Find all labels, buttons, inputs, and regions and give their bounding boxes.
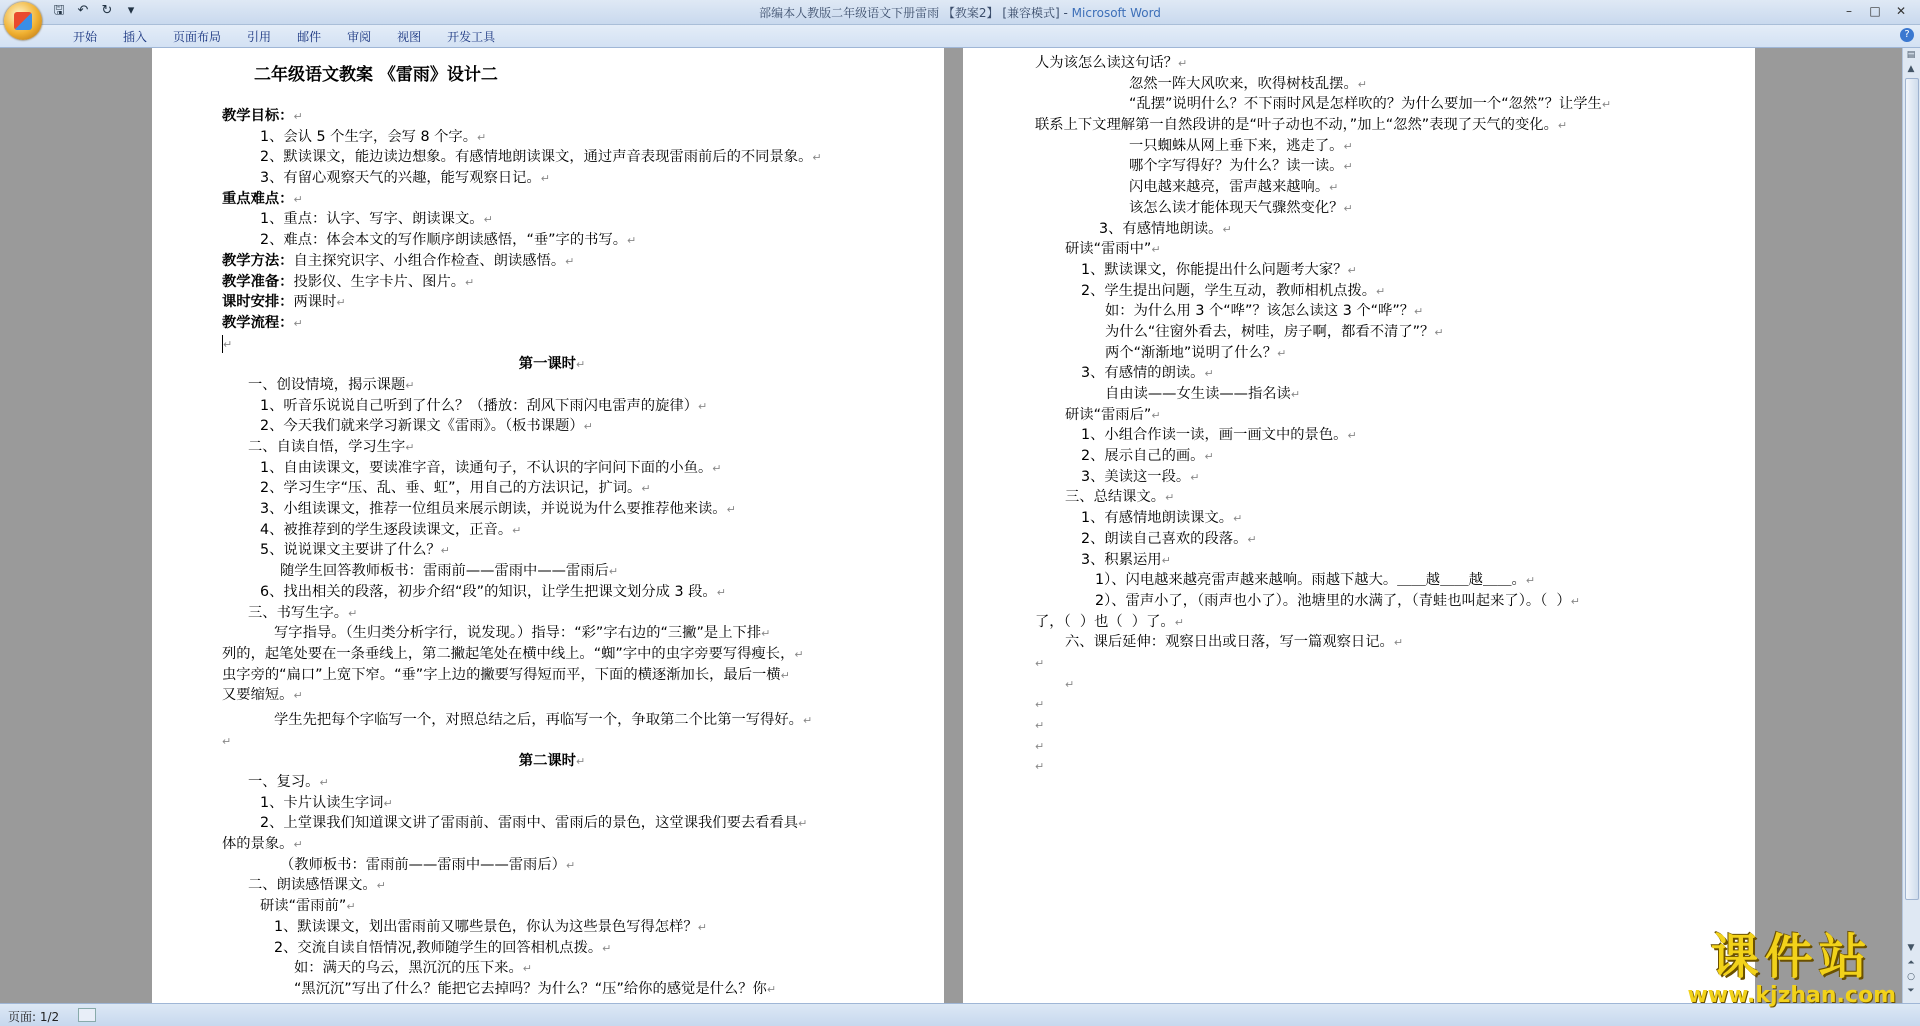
line-text: 如：为什么用 3 个“哗”？该怎么读这 3 个“哗”？ xyxy=(1105,303,1415,320)
prev-page-icon[interactable]: ⏶ xyxy=(1907,958,1915,968)
paragraph-mark-icon: ↵ xyxy=(223,337,233,351)
line-text-rest: 自主探究识字、小组合作检查、朗读感悟。 xyxy=(293,252,566,269)
document-line[interactable] xyxy=(1035,53,1695,74)
line-text: 第二课时 xyxy=(518,753,576,770)
document-line[interactable] xyxy=(222,958,882,979)
window-controls xyxy=(1836,2,1914,20)
document-line[interactable] xyxy=(222,168,882,189)
help-icon[interactable]: ? xyxy=(1900,28,1914,42)
line-text: 二、自读自悟，学习生字 xyxy=(248,439,406,455)
paragraph-mark-icon: ↵ xyxy=(565,858,576,872)
document-line[interactable] xyxy=(1035,156,1695,177)
document-line[interactable] xyxy=(222,127,882,148)
line-text: 1、默读课文，划出雷雨前又哪些景色，你认为这些景色写得怎样？ xyxy=(274,918,698,935)
browse-object-icon[interactable]: ○ xyxy=(1907,972,1915,982)
next-page-icon[interactable]: ⏷ xyxy=(1907,986,1915,996)
scroll-thumb[interactable] xyxy=(1905,78,1919,900)
line-text: 研读“雷雨后” xyxy=(1065,406,1152,423)
document-line[interactable] xyxy=(1035,177,1695,198)
paragraph-mark-icon: ↵ xyxy=(575,358,586,372)
line-text: 1、听音乐说说自己听到了什么？（播放：刮风下雨闪电雷声的旋律） xyxy=(260,397,698,414)
app-name: Microsoft Word xyxy=(1071,6,1161,20)
paragraph-mark-icon: ↵ xyxy=(1414,305,1424,319)
line-text: 虫字旁的“扁口”上宽下窄。“垂”字上边的撇要写得短而平，下面的横逐渐加长，最后一横 xyxy=(222,666,781,683)
line-text: 1、会认 5 个生字，会写 8 个字。 xyxy=(260,128,478,145)
line-text: 3、有感情地朗读。 xyxy=(1099,220,1223,237)
document-line[interactable] xyxy=(222,793,882,814)
line-text: 5、说说课文主要讲了什么？ xyxy=(260,542,441,559)
line-text: 如：满天的乌云，黑沉沉的压下来。 xyxy=(294,960,523,977)
document-line[interactable] xyxy=(1035,301,1695,322)
paragraph-mark-icon: ↵ xyxy=(1347,429,1357,443)
document-line[interactable] xyxy=(222,458,882,479)
document-line[interactable] xyxy=(222,375,882,396)
paragraph-mark-icon: ↵ xyxy=(1393,636,1404,650)
paragraph-mark-icon: ↵ xyxy=(575,755,586,769)
paragraph-mark-icon: ↵ xyxy=(1222,222,1232,236)
document-line[interactable] xyxy=(1035,694,1695,715)
line-text: 学生先把每个字临写一个，对照总结之后，再临写一个，争取第二个比第一写得好。 xyxy=(274,711,803,728)
document-line[interactable] xyxy=(1035,260,1695,281)
document-line[interactable] xyxy=(222,230,882,251)
line-text: 六、课后延伸：观察日出或日落，写一篇观察日记。 xyxy=(1065,634,1394,651)
page-1[interactable] xyxy=(152,48,944,1003)
document-line[interactable] xyxy=(222,416,882,437)
restore-icon[interactable]: □ xyxy=(1869,4,1881,18)
paragraph-mark-icon: ↵ xyxy=(583,420,593,434)
paragraph-mark-icon: ↵ xyxy=(608,565,619,579)
document-line[interactable] xyxy=(222,938,882,959)
paragraph-mark-icon: ↵ xyxy=(641,482,651,496)
paragraph-mark-icon: ↵ xyxy=(1329,181,1339,195)
line-text: （教师板书：雷雨前——雷雨中——雷雨后） xyxy=(280,856,566,873)
line-text: 体的景象。 xyxy=(222,836,294,853)
document-line[interactable] xyxy=(222,710,882,731)
line-text: 二、朗读感悟课文。 xyxy=(248,877,377,894)
minimize-icon[interactable]: – xyxy=(1846,4,1852,18)
document-line[interactable] xyxy=(222,644,882,665)
document-line[interactable] xyxy=(1035,467,1695,488)
watermark-title: 课件站 xyxy=(1710,929,1873,985)
line-text: 联系上下文理解第一自然段讲的是“叶子动也不动，”加上“忽然”表现了天气的变化。 xyxy=(1035,117,1558,134)
paragraph-mark-icon: ↵ xyxy=(761,627,771,641)
line-text: 2、难点：体会本文的写作顺序朗读感悟，“垂”字的书写。 xyxy=(260,232,628,249)
paragraph-mark-icon: ↵ xyxy=(1151,408,1161,422)
paragraph-mark-icon: ↵ xyxy=(712,461,722,475)
document-line[interactable] xyxy=(222,189,882,210)
document-line[interactable] xyxy=(1035,384,1695,405)
paragraph-mark-icon: ↵ xyxy=(1343,139,1353,153)
document-line[interactable] xyxy=(1035,198,1695,219)
paragraph-mark-icon: ↵ xyxy=(698,399,708,413)
undo-icon[interactable]: ↶ xyxy=(77,3,89,18)
document-line[interactable] xyxy=(222,875,882,896)
document-line[interactable] xyxy=(1035,405,1695,426)
paragraph-mark-icon: ↵ xyxy=(1065,677,1075,691)
document-line[interactable] xyxy=(1035,591,1695,612)
document-line[interactable] xyxy=(1035,425,1695,446)
document-line[interactable] xyxy=(222,917,882,938)
paragraph-mark-icon: ↵ xyxy=(794,647,804,661)
paragraph-mark-icon: ↵ xyxy=(1151,243,1161,257)
document-name: 部编本人教版二年级语文下册雷雨 【教案2】 [兼容模式] - xyxy=(759,6,1072,20)
document-line[interactable] xyxy=(1035,363,1695,384)
document-line[interactable] xyxy=(1035,136,1695,157)
line-text: 1）、闪电越来越亮雷声越来越响。雨越下越大。＿＿越＿＿越＿＿。 xyxy=(1095,572,1526,589)
document-line[interactable] xyxy=(222,520,882,541)
paragraph-mark-icon: ↵ xyxy=(346,900,356,914)
paragraph-mark-icon: ↵ xyxy=(697,920,707,934)
line-text: 1、小组合作读一读，画一画文中的景色。 xyxy=(1081,427,1348,444)
document-line[interactable] xyxy=(222,106,882,127)
paragraph-mark-icon: ↵ xyxy=(1035,760,1045,774)
document-line[interactable] xyxy=(222,772,882,793)
paragraph-mark-icon: ↵ xyxy=(293,316,303,330)
paragraph-mark-icon: ↵ xyxy=(766,982,777,996)
document-line[interactable] xyxy=(222,603,882,624)
document-line[interactable] xyxy=(1035,508,1695,529)
document-line[interactable] xyxy=(222,685,882,706)
document-line[interactable] xyxy=(222,623,882,644)
document-line[interactable] xyxy=(222,478,882,499)
document-line[interactable] xyxy=(222,582,882,603)
document-line[interactable] xyxy=(222,561,882,582)
line-text: 了，（ ）也（ ）了。 xyxy=(1035,613,1175,630)
paragraph-mark-icon: ↵ xyxy=(1557,119,1568,133)
window-title xyxy=(0,4,1920,21)
line-text: 写字指导。（生归类分析字行，说发现。）指导：“彩”字右边的“三撇”是上下排 xyxy=(274,625,762,642)
paragraph-mark-icon: ↵ xyxy=(1601,98,1612,112)
paragraph-mark-icon: ↵ xyxy=(293,192,303,206)
document-line[interactable] xyxy=(1035,239,1695,260)
document-line[interactable] xyxy=(1035,487,1695,508)
paragraph-mark-icon: ↵ xyxy=(1233,512,1243,526)
document-line[interactable] xyxy=(1035,94,1695,115)
line-text: 1、有感情地朗读课文。 xyxy=(1081,510,1234,527)
document-line[interactable] xyxy=(222,834,882,855)
document-line[interactable] xyxy=(1035,653,1695,674)
paragraph-mark-icon: ↵ xyxy=(440,544,450,558)
paragraph-mark-icon: ↵ xyxy=(812,151,822,165)
paragraph-mark-icon: ↵ xyxy=(1343,160,1353,174)
tab-7[interactable]: 开发工具 xyxy=(447,30,496,44)
paragraph-mark-icon: ↵ xyxy=(319,776,329,789)
status-bar xyxy=(0,1003,1920,1026)
document-line[interactable] xyxy=(1035,115,1695,136)
paragraph-mark-icon: ↵ xyxy=(627,234,637,248)
tab-4[interactable]: 邮件 xyxy=(297,30,322,44)
line-text: 1、默读课文，你能提出什么问题考大家？ xyxy=(1081,261,1348,278)
page-count[interactable]: 页面: 1/2 xyxy=(8,1010,60,1024)
tab-6[interactable]: 视图 xyxy=(397,30,422,44)
document-line[interactable] xyxy=(222,896,882,917)
document-workspace xyxy=(0,48,1903,1003)
document-line[interactable] xyxy=(1035,343,1695,364)
paragraph-mark-icon: ↵ xyxy=(1376,284,1386,298)
line-text: 忽然一阵大风吹来，吹得树枝乱摆。 xyxy=(1129,75,1358,92)
line-text: 教学流程： xyxy=(222,314,294,331)
ribbon-tabs xyxy=(0,25,1920,48)
document-title: 二年级语文教案 《雷雨》设计二 xyxy=(254,65,498,85)
paragraph-mark-icon: ↵ xyxy=(348,606,358,620)
paragraph-mark-icon: ↵ xyxy=(780,668,790,682)
line-text: 重点难点： xyxy=(222,190,294,207)
line-text: 为什么“往窗外看去，树哇，房子啊，都看不清了”？ xyxy=(1105,323,1435,340)
document-line[interactable] xyxy=(1035,570,1695,591)
document-line[interactable] xyxy=(222,251,882,272)
line-text: 1、自由读课文，要读准字音，读通句子，不认识的字问问下面的小鱼。 xyxy=(260,459,713,476)
document-line[interactable] xyxy=(222,540,882,561)
paragraph-mark-icon: ↵ xyxy=(293,689,303,703)
paragraph-mark-icon: ↵ xyxy=(1161,553,1171,567)
line-text: 列的，起笔处要在一条垂线上，第二撇起笔处在横中线上。“蜘”字中的虫字旁要写得瘦长， xyxy=(222,645,795,662)
paragraph-mark-icon: ↵ xyxy=(1035,656,1045,670)
line-text: 自由读——女生读——指名读 xyxy=(1105,386,1291,402)
paragraph-mark-icon: ↵ xyxy=(483,213,493,227)
paragraph-mark-icon: ↵ xyxy=(1035,719,1045,732)
line-text: 1、重点：认字、写字、朗读课文。 xyxy=(260,211,484,228)
document-line[interactable] xyxy=(222,979,882,1000)
paragraph-mark-icon: ↵ xyxy=(1177,57,1188,70)
paragraph-mark-icon: ↵ xyxy=(716,585,726,599)
line-text: 两个“渐渐地”说明了什么？ xyxy=(1105,344,1278,361)
line-text-rest: 投影仪、生字卡片、图片。 xyxy=(293,273,466,290)
line-text: 三、书写生字。 xyxy=(248,604,349,621)
paragraph-mark-icon: ↵ xyxy=(1347,263,1357,277)
line-text: 三、总结课文。 xyxy=(1065,489,1166,506)
line-text: 第一课时 xyxy=(518,356,576,373)
line-text: 2、今天我们就来学习新课文《雷雨》。（板书课题） xyxy=(260,418,584,435)
paragraph-mark-icon: ↵ xyxy=(405,441,415,454)
office-logo-icon xyxy=(14,12,32,30)
tab-2[interactable]: 页面布局 xyxy=(173,30,222,44)
paragraph-mark-icon: ↵ xyxy=(1277,346,1287,360)
paragraph-mark-icon: ↵ xyxy=(1204,367,1214,381)
document-line[interactable] xyxy=(222,313,882,334)
paragraph-mark-icon: ↵ xyxy=(802,713,813,727)
paragraph-mark-icon: ↵ xyxy=(1165,491,1175,505)
line-text: 3、有留心观察天气的兴趣，能写观察日记。 xyxy=(260,170,541,187)
tab-1[interactable]: 插入 xyxy=(123,30,148,44)
line-text: 一只蜘蛛从网上垂下来，逃走了。 xyxy=(1129,137,1344,154)
document-line[interactable] xyxy=(222,665,882,686)
paragraph-mark-icon: ↵ xyxy=(1343,201,1353,215)
paragraph-mark-icon: ↵ xyxy=(1035,739,1045,753)
paragraph-mark-icon: ↵ xyxy=(540,172,550,186)
paragraph-mark-icon: ↵ xyxy=(293,110,303,123)
line-text: 1、卡片认读生字词 xyxy=(260,794,384,811)
line-text: 3、美读这一段。 xyxy=(1081,468,1191,485)
paragraph-mark-icon: ↵ xyxy=(1525,574,1536,588)
paragraph-mark-icon: ↵ xyxy=(602,941,612,955)
line-text: 教学准备： xyxy=(222,273,294,290)
line-text: 3、有感情的朗读。 xyxy=(1081,365,1205,382)
office-button[interactable] xyxy=(4,2,42,40)
line-text: 6、找出相关的段落，初步介绍“段”的知识，让学生把课文划分成 3 段。 xyxy=(260,583,717,600)
document-line[interactable] xyxy=(222,292,882,313)
paragraph-mark-icon: ↵ xyxy=(1035,698,1045,712)
line-text: 2、默读课文，能边读边想象。有感情地朗读课文，通过声音表现雷雨前后的不同景象。 xyxy=(260,149,813,166)
document-line[interactable] xyxy=(1035,74,1695,95)
line-text: 2、学习生字“压、乱、垂、虹”，用自己的方法识记，扩词。 xyxy=(260,480,642,497)
line-text: 一、创设情境，揭示课题 xyxy=(248,376,406,393)
tab-0[interactable]: 开始 xyxy=(73,30,98,44)
document-line[interactable] xyxy=(222,499,882,520)
line-text: 一、复习。 xyxy=(248,774,320,790)
line-text: 教学方法： xyxy=(222,252,294,269)
line-text: 哪个字写得好？为什么？读一读。 xyxy=(1129,158,1344,175)
document-line[interactable] xyxy=(222,147,882,168)
title-bar xyxy=(0,0,1920,25)
document-line[interactable] xyxy=(1035,632,1695,653)
paragraph-mark-icon: ↵ xyxy=(1570,594,1580,608)
line-text: 2）、雷声小了，（雨声也小了）。池塘里的水满了，（青蛙也叫起来了）。（ ） xyxy=(1095,592,1571,609)
document-line[interactable] xyxy=(222,731,882,752)
paragraph-mark-icon: ↵ xyxy=(222,734,232,748)
document-line[interactable] xyxy=(1035,674,1695,695)
document-line[interactable] xyxy=(1035,446,1695,467)
paragraph-mark-icon: ↵ xyxy=(336,296,346,310)
paragraph-mark-icon: ↵ xyxy=(376,879,386,893)
line-text: 2、交流自读自悟情况,教师随学生的回答相机点拨。 xyxy=(274,939,603,956)
line-text: “乱摆”说明什么？不下雨时风是怎样吹的？为什么要加一个“忽然”？让学生 xyxy=(1129,96,1602,113)
document-line[interactable] xyxy=(1035,281,1695,302)
line-text: 2、展示自己的画。 xyxy=(1081,448,1205,465)
document-line[interactable] xyxy=(1035,612,1695,633)
tab-5[interactable]: 审阅 xyxy=(347,30,372,44)
scroll-up-icon[interactable]: ▲ xyxy=(1907,64,1915,74)
customize-icon[interactable]: ▾ xyxy=(127,3,135,18)
line-text: 4、被推荐到的学生逐段读课文，正音。 xyxy=(260,521,513,538)
document-line[interactable] xyxy=(222,813,882,834)
document-line[interactable] xyxy=(1035,550,1695,571)
line-text-rest: 两课时 xyxy=(293,294,337,311)
document-line[interactable] xyxy=(1035,219,1695,240)
document-line[interactable] xyxy=(222,855,882,876)
document-line[interactable] xyxy=(1035,756,1695,777)
scroll-down-icon[interactable]: ▼ xyxy=(1907,943,1915,953)
paragraph-mark-icon: ↵ xyxy=(1290,388,1301,401)
paragraph-mark-icon: ↵ xyxy=(405,378,415,392)
line-text: 研读“雷雨中” xyxy=(1065,241,1152,258)
line-text: 3、积累运用 xyxy=(1081,551,1162,568)
document-line[interactable] xyxy=(1035,736,1695,757)
save-icon[interactable]: 🖫 xyxy=(53,3,65,18)
document-line[interactable] xyxy=(1035,715,1695,736)
tab-3[interactable]: 引用 xyxy=(247,30,272,44)
line-text: 课时安排： xyxy=(222,294,294,311)
line-text: 2、上堂课我们知道课文讲了雷雨前、雷雨中、雷雨后的景色，这堂课我们要去看看具 xyxy=(260,815,799,832)
ruler-toggle-icon[interactable]: ▤ xyxy=(1906,50,1916,60)
line-text: 该怎么读才能体现天气骤然变化？ xyxy=(1129,199,1344,216)
line-text: 教学目标： xyxy=(222,108,294,124)
document-line[interactable] xyxy=(222,209,882,230)
paragraph-mark-icon: ↵ xyxy=(522,962,532,976)
document-line[interactable] xyxy=(222,437,882,458)
paragraph-mark-icon: ↵ xyxy=(293,838,303,852)
paragraph-mark-icon: ↵ xyxy=(798,817,808,831)
line-text: 又要缩短。 xyxy=(222,687,294,704)
vertical-scrollbar[interactable] xyxy=(1902,48,1920,1003)
page-2[interactable] xyxy=(963,48,1755,1003)
proofing-icon[interactable] xyxy=(78,1008,96,1022)
paragraph-mark-icon: ↵ xyxy=(726,503,736,517)
line-text: 研读“雷雨前” xyxy=(260,898,347,915)
line-text: 2、学生提出问题，学生互动，教师相机点拨。 xyxy=(1081,282,1377,299)
paragraph-mark-icon: ↵ xyxy=(383,796,393,810)
document-line[interactable] xyxy=(222,354,882,375)
line-text: 闪电越来越亮，雷声越来越响。 xyxy=(1129,179,1330,196)
paragraph-mark-icon: ↵ xyxy=(1190,470,1200,484)
line-text: 人为该怎么读这句话？ xyxy=(1035,55,1178,71)
watermark-logo xyxy=(1687,930,1896,1008)
line-text: 随学生回答教师板书：雷雨前——雷雨中——雷雨后 xyxy=(280,563,609,580)
document-line[interactable] xyxy=(222,751,882,772)
close-icon[interactable]: ✕ xyxy=(1895,4,1907,18)
paragraph-mark-icon: ↵ xyxy=(477,130,487,144)
paragraph-mark-icon: ↵ xyxy=(1357,77,1367,91)
paragraph-mark-icon: ↵ xyxy=(512,523,522,537)
document-line[interactable] xyxy=(222,272,882,293)
line-text: 3、小组读课文，推荐一位组员来展示朗读，并说说为什么要推荐他来读。 xyxy=(260,501,727,518)
document-line[interactable] xyxy=(1035,529,1695,550)
redo-icon[interactable]: ↻ xyxy=(101,3,113,18)
paragraph-mark-icon: ↵ xyxy=(565,254,575,268)
watermark-url: www.kjzhan.com xyxy=(1687,983,1896,1008)
document-line[interactable] xyxy=(222,334,882,355)
paragraph-mark-icon: ↵ xyxy=(465,275,475,289)
paragraph-mark-icon: ↵ xyxy=(1434,325,1444,339)
line-text: 2、朗读自己喜欢的段落。 xyxy=(1081,530,1248,547)
paragraph-mark-icon: ↵ xyxy=(1174,615,1184,629)
paragraph-mark-icon: ↵ xyxy=(1247,532,1257,546)
line-text: “黑沉沉”写出了什么？能把它去掉吗？为什么？“压”给你的感觉是什么？你 xyxy=(294,980,767,997)
document-line[interactable] xyxy=(1035,322,1695,343)
paragraph-mark-icon: ↵ xyxy=(1204,450,1214,464)
document-line[interactable] xyxy=(222,396,882,417)
